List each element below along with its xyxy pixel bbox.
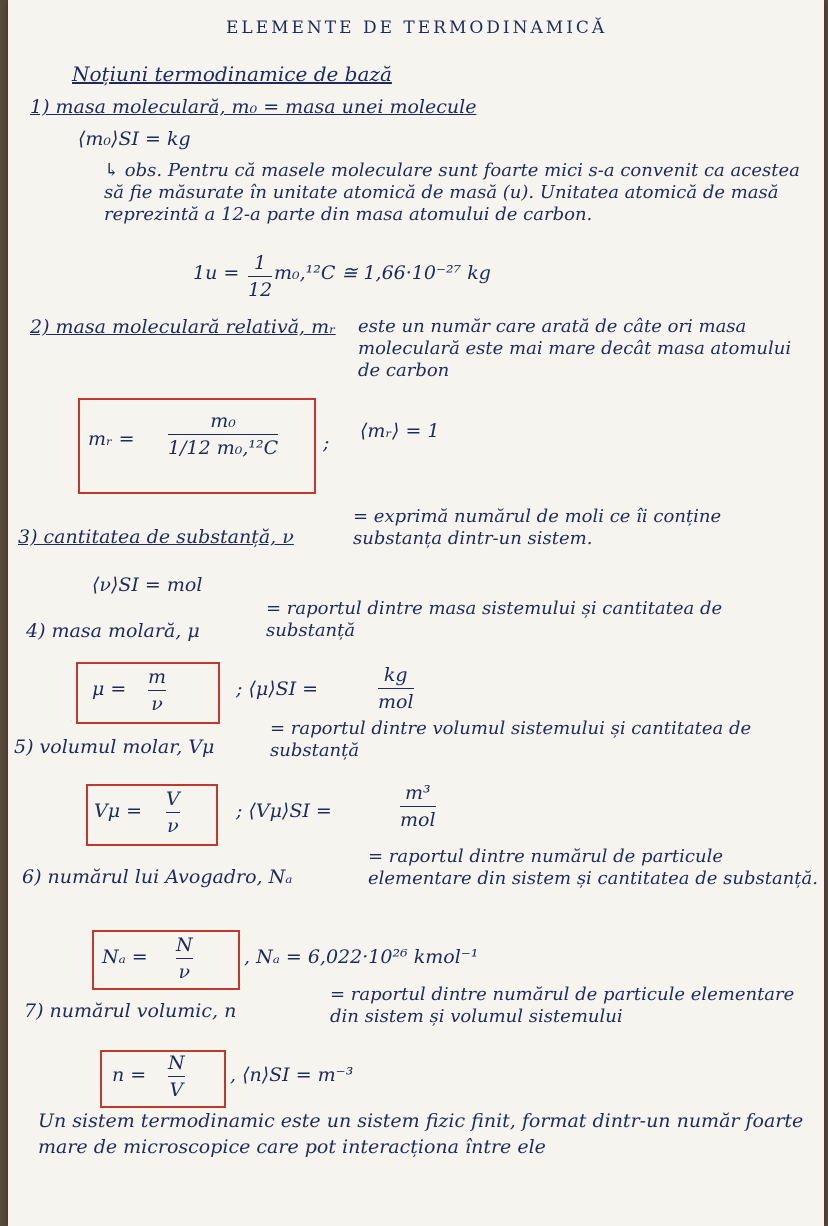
mu-fraction: [148, 666, 166, 715]
item-3-definition: = exprimă numărul de moli ce îi conține substanța dintr-un sistem.: [353, 506, 722, 549]
item-3-unit: ⟨ν⟩SI = mol: [92, 574, 203, 596]
item-5-heading: 5) volumul molar, Vμ: [14, 736, 215, 758]
item-2-heading: 2) masa moleculară relativă, mᵣ: [30, 316, 336, 338]
mu-num: m: [148, 666, 167, 688]
mu-unit-den: mol: [378, 691, 414, 713]
item-1-unit: ⟨m₀⟩SI = kg: [78, 128, 191, 150]
item-3-heading: 3) cantitatea de substanță, ν: [18, 526, 294, 548]
mr-unit: ⟨mᵣ⟩ = 1: [360, 420, 440, 442]
section-subtitle: Noțiuni termodinamice de bază: [72, 62, 392, 86]
amu-den: 12: [248, 279, 273, 301]
vmu-lhs: Vμ =: [94, 800, 143, 822]
item-2-definition: este un număr care arată de câte ori masa moleculară este mai mare decât masa atomului de carbon: [358, 316, 792, 381]
item-7-heading: 7) numărul volumic, n: [24, 1000, 237, 1022]
na-num: N: [176, 934, 193, 956]
item-7-definition: = raportul dintre numărul de particule elementare din sistem și volumul sistemului: [330, 984, 795, 1027]
na-value: , Nₐ = 6,022·10²⁶ kmol⁻¹: [244, 946, 479, 968]
n-fraction: [168, 1052, 185, 1101]
mr-fraction: [168, 410, 278, 459]
vmu-fraction: [166, 788, 180, 837]
vmu-den: ν: [167, 815, 179, 837]
n-den: V: [169, 1079, 184, 1101]
item-6-definition: = raportul dintre numărul de particule elementare din sistem și cantitatea de substanță.: [368, 846, 818, 889]
mu-unit-lhs: ; ⟨μ⟩SI =: [236, 678, 319, 700]
amu-num: 1: [254, 252, 267, 274]
na-fraction: [176, 934, 193, 983]
amu-formula-rhs: m₀,¹²C ≅ 1,66·10⁻²⁷ kg: [274, 262, 491, 284]
vmu-unit-fraction: [400, 782, 436, 831]
vmu-unit-den: mol: [400, 809, 436, 831]
na-den: ν: [178, 961, 191, 983]
mr-lhs: mᵣ =: [88, 428, 135, 450]
mr-num: m₀: [210, 410, 236, 432]
page-title: ELEMENTE DE TERMODINAMICĂ: [226, 18, 608, 38]
n-lhs: n =: [112, 1064, 147, 1086]
notebook-page: [8, 0, 824, 1226]
item-4-heading: 4) masa molară, μ: [26, 620, 200, 642]
amu-formula-fraction: [248, 252, 272, 301]
vmu-unit-lhs: ; ⟨Vμ⟩SI =: [236, 800, 332, 822]
n-num: N: [168, 1052, 185, 1074]
item-1-note: ↳ obs. Pentru că masele moleculare sunt foarte mici s-a convenit ca acestea să fie măsurate în unitate atomică de masă (u). Unitatea atomică de masă reprezintă a 12-a parte din masa atomului de carbon.: [104, 160, 800, 225]
vmu-num: V: [166, 788, 180, 810]
n-unit: , ⟨n⟩SI = m⁻³: [230, 1064, 354, 1086]
mu-den: ν: [151, 693, 163, 715]
vmu-unit-num: m³: [404, 782, 431, 804]
mu-unit-num: kg: [383, 664, 408, 686]
item-5-definition: = raportul dintre volumul sistemului și cantitatea de substanță: [270, 718, 752, 761]
amu-formula-lhs: 1u =: [193, 262, 240, 284]
item-6-heading: 6) numărul lui Avogadro, Nₐ: [22, 866, 293, 888]
mu-lhs: μ =: [92, 678, 127, 700]
mu-unit-fraction: [378, 664, 414, 713]
item-4-definition: = raportul dintre masa sistemului și cantitatea de substanță: [266, 598, 723, 641]
closing-paragraph: Un sistem termodinamic este un sistem fizic finit, format dintr-un număr foarte mare de microscopice care pot interacționa între ele: [38, 1110, 804, 1158]
na-lhs: Nₐ =: [102, 946, 148, 968]
mr-separator: ;: [323, 432, 330, 454]
mr-den: 1/12 m₀,¹²C: [168, 437, 279, 459]
item-1-heading: 1) masa moleculară, m₀ = masa unei molecule: [30, 96, 477, 118]
